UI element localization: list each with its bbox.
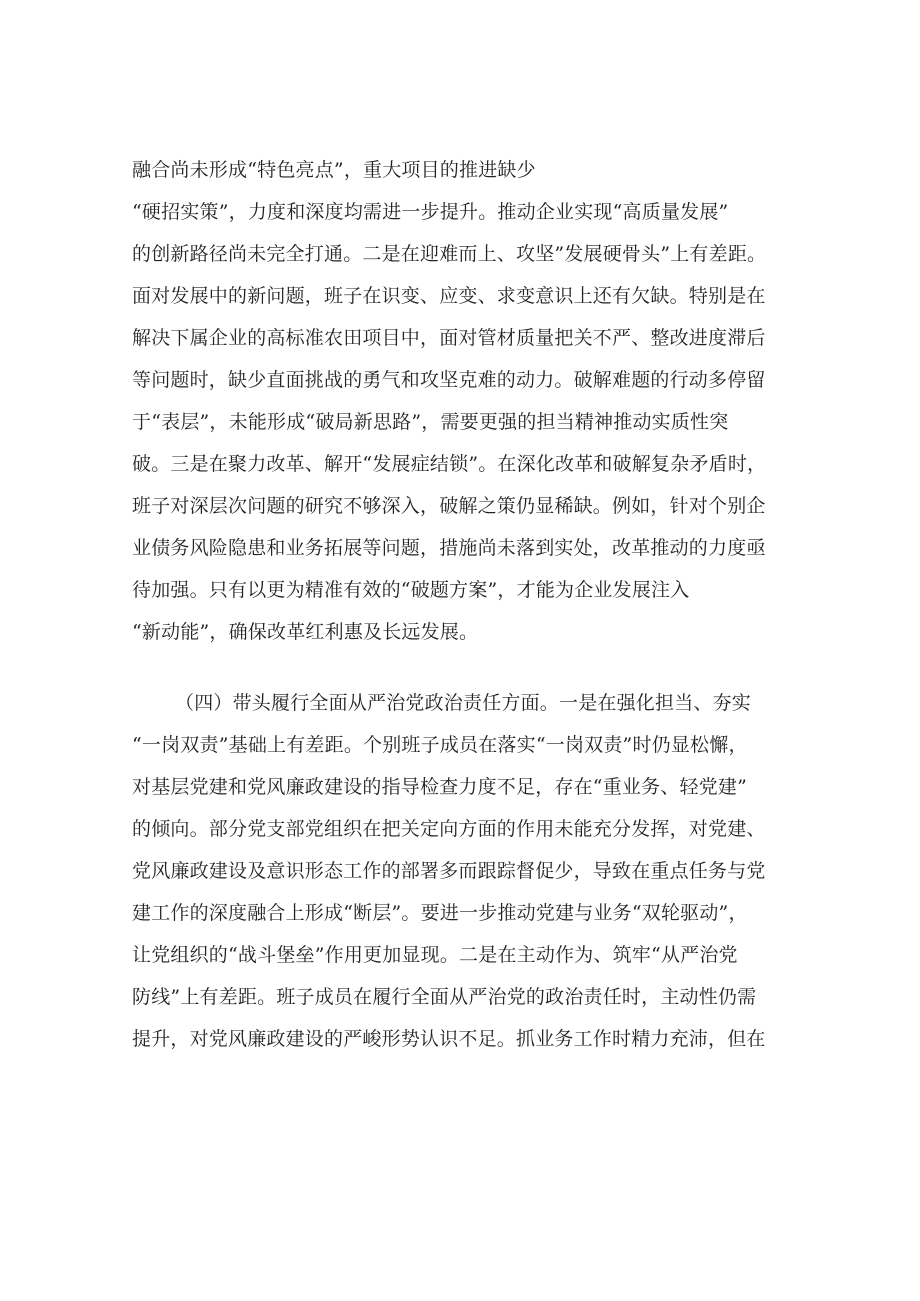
text-line: 党风廉政建设及意识形态工作的部署多而跟踪督促少，导致在重点任务与党: [132, 860, 766, 882]
text-line: 业债务风险隐患和业务拓展等问题，措施尚未落到实处，改革推动的力度亟: [132, 537, 766, 559]
text-line: 建工作的深度融合上形成“断层”。要进一步推动党建与业务“双轮驱动”，: [132, 902, 748, 924]
section-heading-line: （四）带头履行全面从严治党政治责任方面。一是在强化担当、夯实: [175, 692, 752, 714]
text-line: 待加强。只有以更为精准有效的“破题方案”，才能为企业发展注入: [132, 579, 690, 601]
text-line: “一岗双责”基础上有差距。个别班子成员在落实“一岗双责”时仍显松懈，: [132, 734, 748, 756]
text-line: “新动能”，确保改革红利惠及长远发展。: [132, 621, 479, 643]
text-line: 的倾向。部分党支部党组织在把关定向方面的作用未能充分发挥，对党建、: [132, 818, 766, 840]
text-line: 防线”上有差距。班子成员在履行全面从严治党的政治责任时，主动性仍需: [132, 986, 757, 1008]
text-line: 让党组织的“战斗堡垒”作用更加显现。二是在主动作为、筑牢“从严治党: [132, 944, 738, 966]
text-line: 对基层党建和党风廉政建设的指导检查力度不足，存在“重业务、轻党建”: [132, 776, 748, 798]
text-line: 的创新路径尚未完全打通。二是在迎难而上、攻坚”发展硬骨头”上有差距。: [132, 243, 767, 265]
text-line: 面对发展中的新问题，班子在识变、应变、求变意识上还有欠缺。特别是在: [132, 285, 766, 307]
text-line: 破。三是在聚力改革、解开“发展症结锁”。在深化改革和破解复杂矛盾时，: [132, 453, 767, 475]
text-line: 等问题时，缺少直面挑战的勇气和攻坚克难的动力。破解难题的行动多停留: [132, 369, 766, 391]
text-line: 班子对深层次问题的研究不够深入，破解之策仍显稀缺。例如，针对个别企: [132, 495, 766, 517]
text-line: 提升，对党风廉政建设的严峻形势认识不足。抓业务工作时精力充沛，但在: [132, 1028, 766, 1050]
text-line: 解决下属企业的高标准农田项目中，面对管材质量把关不严、整改进度滞后: [132, 327, 766, 349]
text-line: “硬招实策”，力度和深度均需进一步提升。推动企业实现“高质量发展”: [132, 201, 729, 223]
text-line: 于“表层”，未能形成“破局新思路”，需要更强的担当精神推动实质性突: [132, 411, 729, 433]
text-line: 融合尚未形成“特色亮点”，重大项目的推进缺少: [132, 159, 536, 181]
